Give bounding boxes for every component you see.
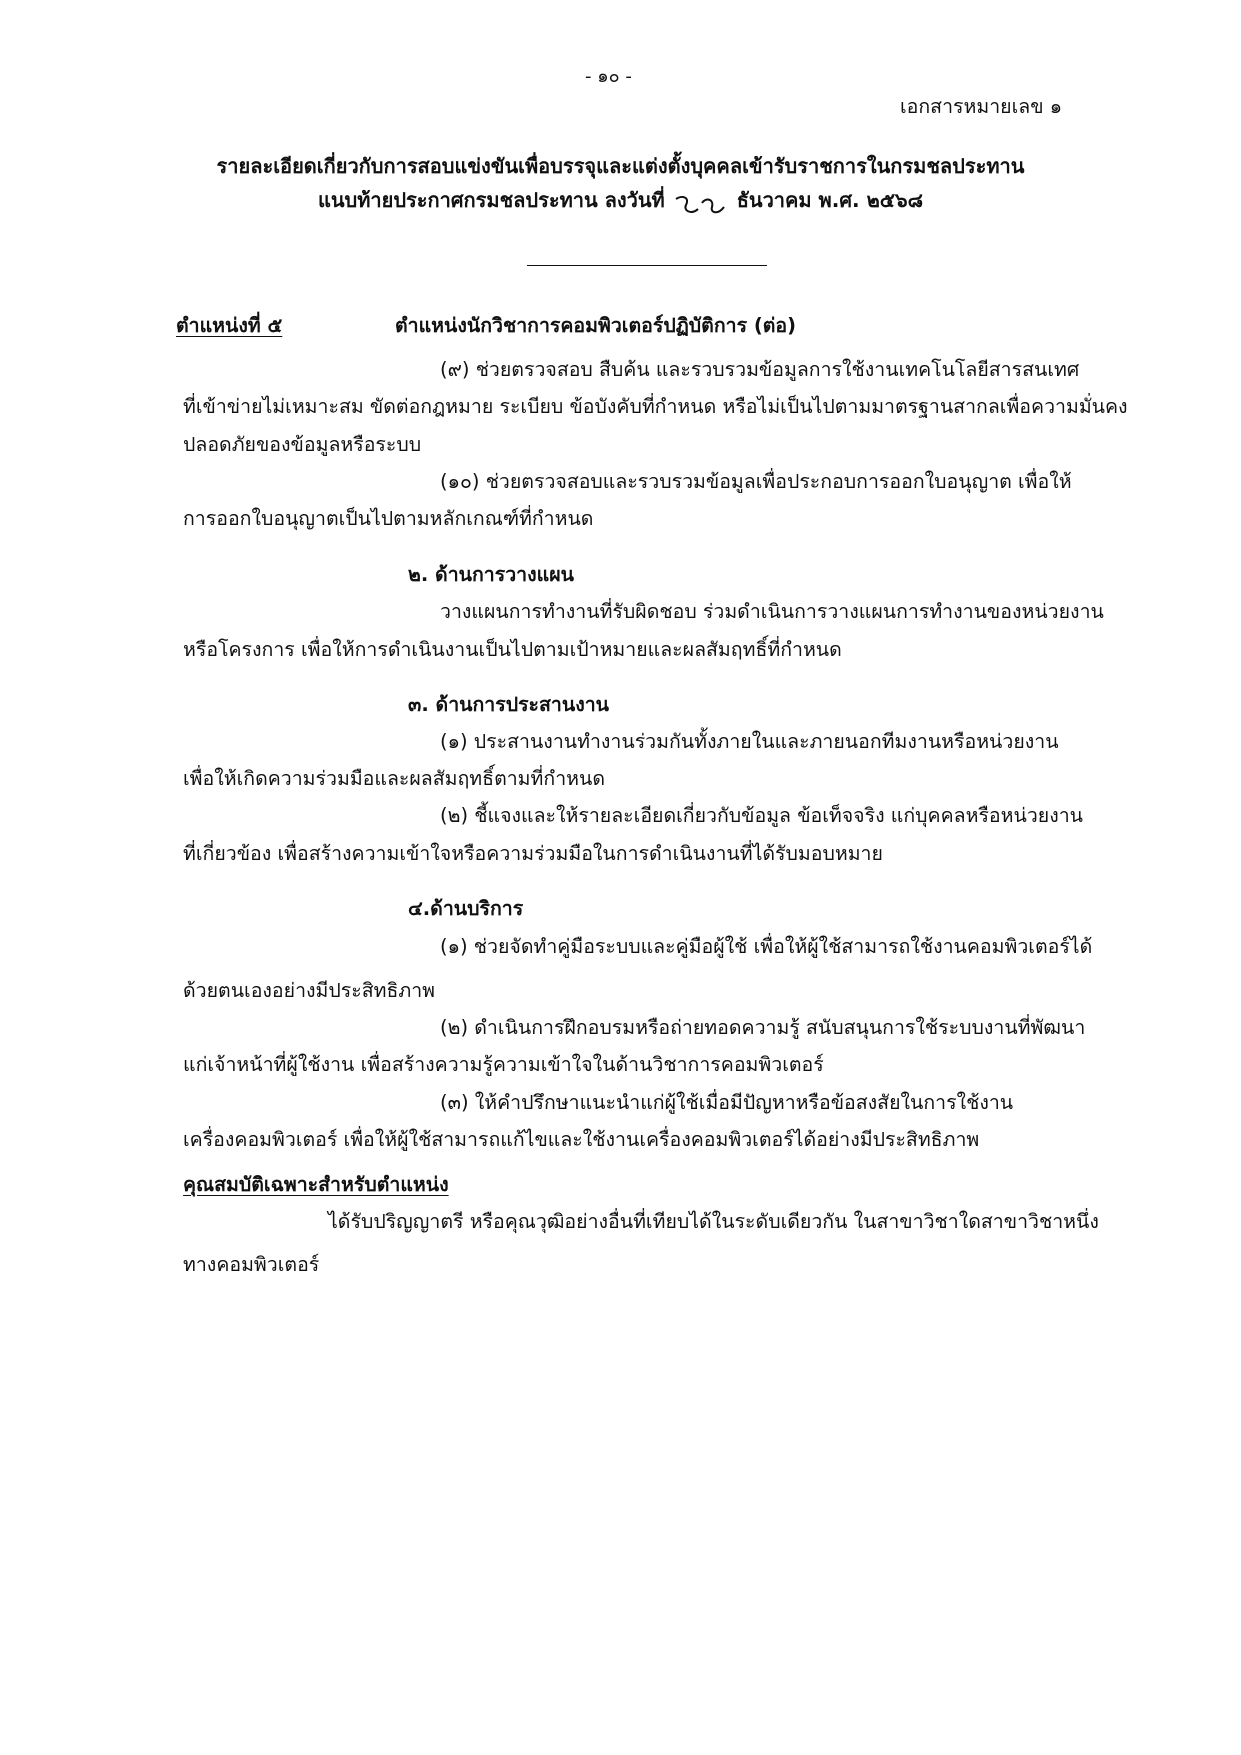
qualifications-line-1: ได้รับปริญญาตรี หรือคุณวุฒิอย่างอื่นที่เทียบได้ในระดับเดียวกัน ในสาขาวิชาใดสาขาวิชาหนึ่ง: [328, 1210, 1099, 1233]
section-3-item-1-line-2: เพื่อให้เกิดความร่วมมือและผลสัมฤทธิ์ตามที่กำหนด: [183, 767, 605, 790]
item-10-line-1: (๑๐) ช่วยตรวจสอบและรวบรวมข้อมูลเพื่อประกอบการออกใบอนุญาต เพื่อให้: [440, 470, 1072, 493]
section-4-item-1-line-1: (๑) ช่วยจัดทำคู่มือระบบและคู่มือผู้ใช้ เพื่อให้ผู้ใช้สามารถใช้งานคอมพิวเตอร์ได้: [440, 935, 1093, 958]
item-9-line-3: ปลอดภัยของข้อมูลหรือระบบ: [183, 433, 422, 456]
page-number: - ๑๐ -: [585, 66, 632, 87]
section-3-item-2-line-1: (๒) ชี้แจงและให้รายละเอียดเกี่ยวกับข้อมูล ข้อเท็จจริง แก่บุคคลหรือหน่วยงาน: [440, 804, 1083, 827]
section-4-item-3-line-1: (๓) ให้คำปรึกษาแนะนำแก่ผู้ใช้เมื่อมีปัญหาหรือข้อสงสัยในการใช้งาน: [440, 1091, 1014, 1114]
qualifications-heading: คุณสมบัติเฉพาะสำหรับตำแหน่ง: [183, 1173, 449, 1196]
item-10-line-2: การออกใบอนุญาตเป็นไปตามหลักเกณฑ์ที่กำหนด: [183, 507, 594, 530]
section-3-item-2-line-2: ที่เกี่ยวข้อง เพื่อสร้างความเข้าใจหรือความร่วมมือในการดำเนินงานที่ได้รับมอบหมาย: [183, 842, 883, 865]
document-title-line-2: [0, 185, 1241, 221]
document-reference: เอกสารหมายเลข ๑: [900, 95, 1063, 118]
title-date-day: [672, 193, 730, 221]
section-2-line-2: หรือโครงการ เพื่อให้การดำเนินงานเป็นไปตามเป้าหมายและผลสัมฤทธิ์ที่กำหนด: [183, 638, 842, 661]
section-4-item-1-line-2: ด้วยตนเองอย่างมีประสิทธิภาพ: [183, 979, 436, 1002]
title-divider: [527, 265, 767, 266]
qualifications-line-2: ทางคอมพิวเตอร์: [183, 1253, 320, 1276]
section-3-item-1-line-1: (๑) ประสานงานทำงานร่วมกันทั้งภายในและภายนอกทีมงานหรือหน่วยงาน: [440, 730, 1059, 753]
section-2-line-1: วางแผนการทำงานที่รับผิดชอบ ร่วมดำเนินการวางแผนการทำงานของหน่วยงาน: [440, 600, 1104, 623]
document-title-line-1: รายละเอียดเกี่ยวกับการสอบแข่งขันเพื่อบรรจุและแต่งตั้งบุคคลเข้ารับราชการในกรมชลประทาน: [216, 154, 1025, 178]
section-4-item-2-line-2: แก่เจ้าหน้าที่ผู้ใช้งาน เพื่อสร้างความรู้ความเข้าใจในด้านวิชาการคอมพิวเตอร์: [183, 1053, 824, 1076]
position-label: ตำแหน่งที่ ๕: [176, 314, 283, 337]
section-4-heading: ๔.ด้านบริการ: [408, 897, 524, 920]
section-4-item-2-line-1: (๒) ดำเนินการฝึกอบรมหรือถ่ายทอดความรู้ สนับสนุนการใช้ระบบงานที่พัฒนา: [440, 1016, 1086, 1039]
section-4-item-3-line-2: เครื่องคอมพิวเตอร์ เพื่อให้ผู้ใช้สามารถแก้ไขและใช้งานเครื่องคอมพิวเตอร์ได้อย่างมีประสิทธิภาพ: [183, 1128, 980, 1151]
section-3-heading: ๓. ด้านการประสานงาน: [408, 693, 610, 716]
title-date-suffix: ธันวาคม พ.ศ. ๒๕๖๘: [736, 188, 924, 212]
position-name: ตำแหน่งนักวิชาการคอมพิวเตอร์ปฏิบัติการ (ต่อ): [395, 314, 797, 337]
title-date-prefix: แนบท้ายประกาศกรมชลประทาน ลงวันที่: [317, 188, 665, 212]
item-9-line-2: ที่เข้าข่ายไม่เหมาะสม ขัดต่อกฎหมาย ระเบียบ ข้อบังคับที่กำหนด หรือไม่เป็นไปตามมาตรฐานสากลเพื่อความมั่นคง: [183, 395, 1128, 418]
section-2-heading: ๒. ด้านการวางแผน: [408, 563, 574, 586]
item-9-line-1: (๙) ช่วยตรวจสอบ สืบค้น และรวบรวมข้อมูลการใช้งานเทคโนโลยีสารสนเทศ: [440, 358, 1080, 381]
